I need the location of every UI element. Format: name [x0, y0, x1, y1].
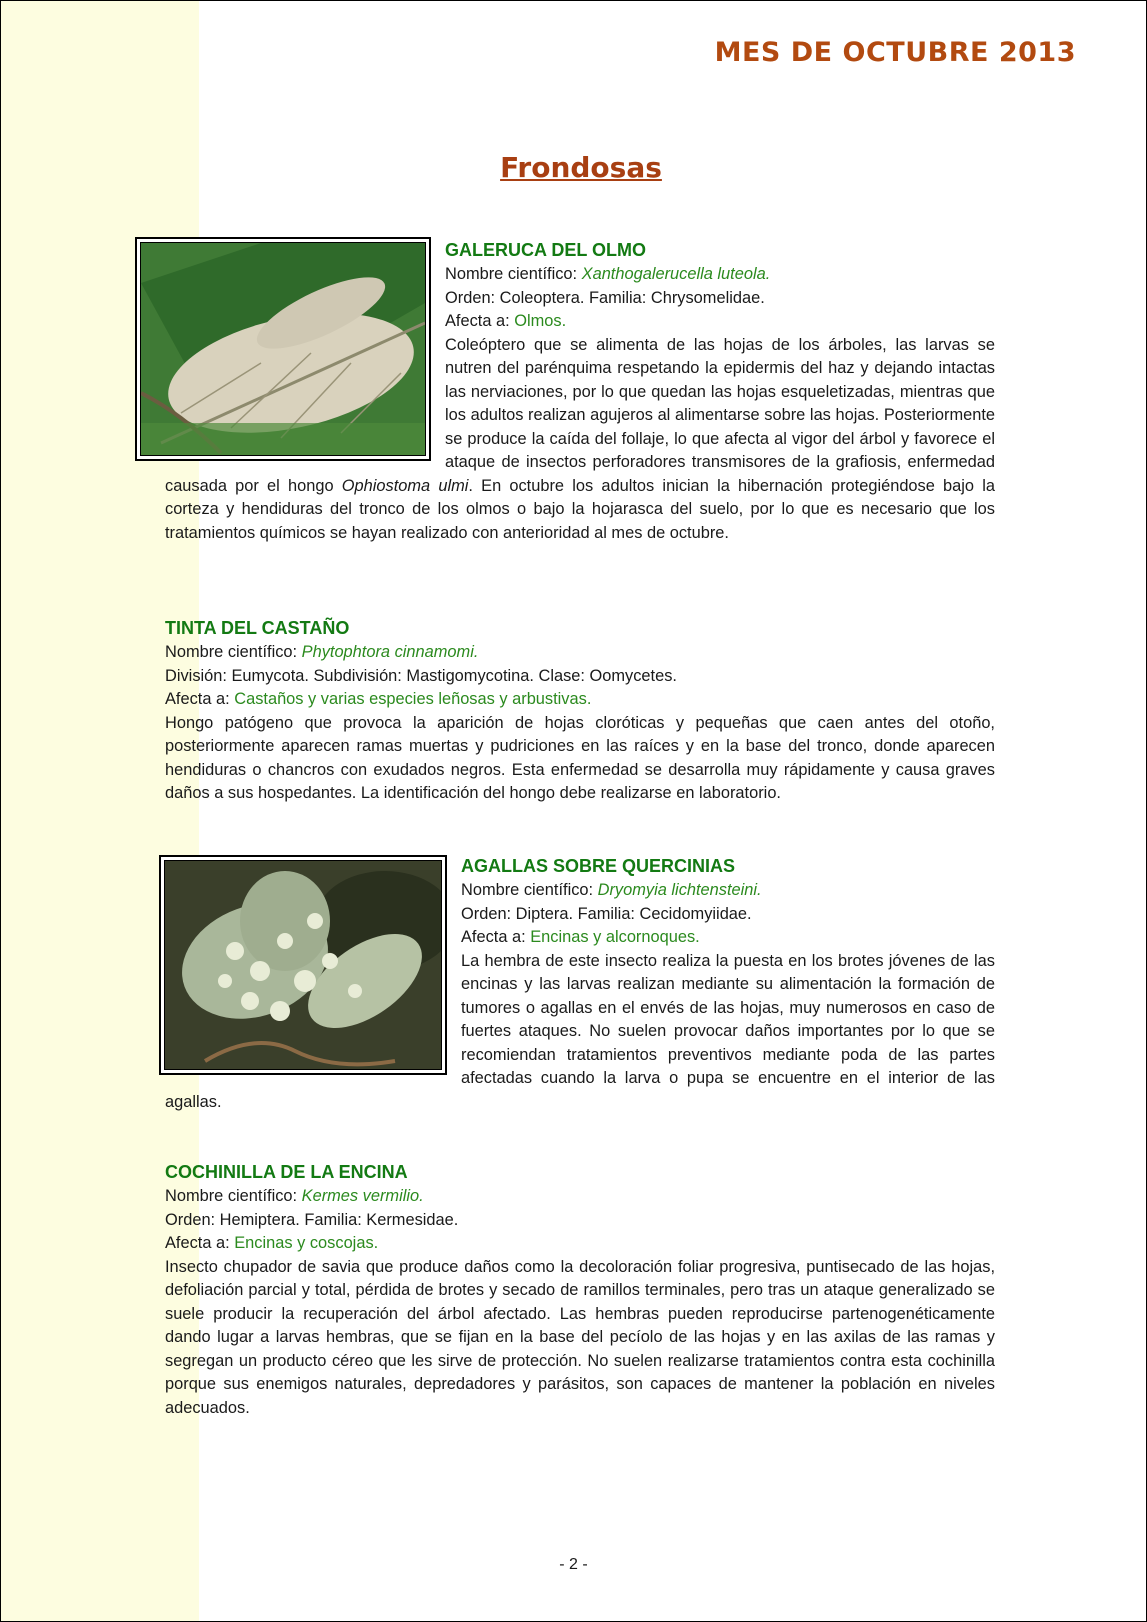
- pest-name: COCHINILLA DE LA ENCINA: [165, 1162, 408, 1182]
- scientific-name-label: Nombre científico:: [165, 1187, 302, 1205]
- affects-value: Castaños y varias especies leñosas y arbustivas.: [234, 690, 592, 708]
- pest-name: TINTA DEL CASTAÑO: [165, 618, 350, 638]
- affects-label: Afecta a:: [461, 928, 531, 946]
- page-number: - 2 -: [559, 1556, 588, 1573]
- fungus-name: Ophiostoma ulmi: [341, 476, 469, 495]
- description-text-end: . En octubre los adultos inician la hibernación protegiéndose bajo la corteza y hendiduras del tronco de los olmos o bajo la hojarasca del suelo, por lo que es necesario que los tratamientos químicos se hayan realizado con anterioridad al mes de octubre.: [165, 476, 995, 542]
- scientific-name-value: Dryomyia lichtensteini.: [597, 881, 762, 899]
- taxonomy-line: División: Eumycota. Subdivisión: Mastigomycotina. Clase: Oomycetes.: [165, 666, 677, 685]
- scientific-name-line: [165, 1185, 995, 1209]
- taxonomy-line: Orden: Diptera. Familia: Cecidomyiidae.: [461, 904, 752, 923]
- scientific-name-value: Phytophtora cinnamomi.: [301, 643, 479, 661]
- taxonomy-line: Orden: Coleoptera. Familia: Chrysomelidae.: [445, 288, 765, 307]
- entry-tinta: [165, 615, 995, 806]
- oak-galls-photo: [159, 855, 447, 1075]
- section-title: Frondosas: [500, 151, 662, 184]
- month-header: MES DE OCTUBRE 2013: [714, 37, 1076, 68]
- entry-cochinilla: [165, 1159, 995, 1420]
- pest-name: AGALLAS SOBRE QUERCINIAS: [461, 856, 736, 876]
- affects-label: Afecta a:: [165, 1234, 235, 1252]
- scientific-name-value: Xanthogalerucella luteola.: [581, 265, 771, 283]
- scientific-name-line: [165, 641, 995, 665]
- affects-value: Olmos.: [514, 312, 567, 330]
- affects-label: Afecta a:: [165, 690, 235, 708]
- affects-value: Encinas y alcornoques.: [530, 928, 700, 946]
- affects-line: [165, 1232, 995, 1256]
- pest-name: GALERUCA DEL OLMO: [445, 240, 646, 260]
- scientific-name-label: Nombre científico:: [165, 643, 302, 661]
- description: La hembra de este insecto realiza la puesta en los brotes jóvenes de las encinas y las larvas realizan mediante su alimentación la formación de tumores o agallas en el envés de las hojas, muy numerosos en caso de fuertes ataques. No suelen provocar daños importantes por lo que se recomiendan tratamientos preventivos mediante poda de las partes afectadas cuando la larva o pupa se encuentre en el interior de las agallas.: [165, 951, 995, 1111]
- description-text: Coleóptero que se alimenta de las hojas de los árboles, las larvas se nutren del parénquima respetando la epidermis del haz y dejando intactas las nerviaciones, por lo que quedan las hojas esqueletizadas, mientras que los adultos realizan agujeros al alimentarse sobre las hojas. Posteriormente se produce la caída del follaje, lo que afecta al vigor del árbol y favorece el ataque de insectos perforadores transmisores de la grafiosis, enfermedad causada por el hongo: [165, 335, 995, 495]
- affects-line: [165, 688, 995, 712]
- affects-value: Encinas y coscojas.: [234, 1234, 379, 1252]
- affects-label: Afecta a:: [445, 312, 515, 330]
- taxonomy-line: Orden: Hemiptera. Familia: Kermesidae.: [165, 1210, 459, 1229]
- scientific-name-label: Nombre científico:: [461, 881, 598, 899]
- elm-leaf-photo: [135, 237, 431, 461]
- description: Hongo patógeno que provoca la aparición de hojas cloróticas y pequeñas que caen antes del otoño, posteriormente aparecen ramas muertas y pudriciones en las raíces y en la base del tronco, donde aparecen hendiduras o chancros con exudados negros. Esta enfermedad se desarrolla muy rápidamente y causa graves daños a sus hospedantes. La identificación del hongo debe realizarse en laboratorio.: [165, 713, 995, 802]
- description: Insecto chupador de savia que produce daños como la decoloración foliar progresiva, puntisecado de las hojas, defoliación parcial y total, pérdida de brotes y secado de ramillos terminales, pero tras un ataque generalizado se suele producir la recuperación del árbol afectado. Las hembras pueden reproducirse partenogenéticamente dando lugar a larvas hembras, que se fijan en la base del pecíolo de las hojas y en las axilas de las ramas y segregan un producto céreo que les sirve de protección. No suelen realizarse tratamientos contra esta cochinilla porque sus enemigos naturales, depredadores y parásitos, son capaces de mantener la población en niveles adecuados.: [165, 1257, 995, 1417]
- entry-agallas: [165, 853, 995, 1114]
- scientific-name-label: Nombre científico:: [445, 265, 582, 283]
- elm-leaf-image: [141, 243, 425, 455]
- scientific-name-value: Kermes vermilio.: [301, 1187, 424, 1205]
- entry-galeruca: [165, 237, 995, 545]
- oak-galls-image: [165, 861, 441, 1069]
